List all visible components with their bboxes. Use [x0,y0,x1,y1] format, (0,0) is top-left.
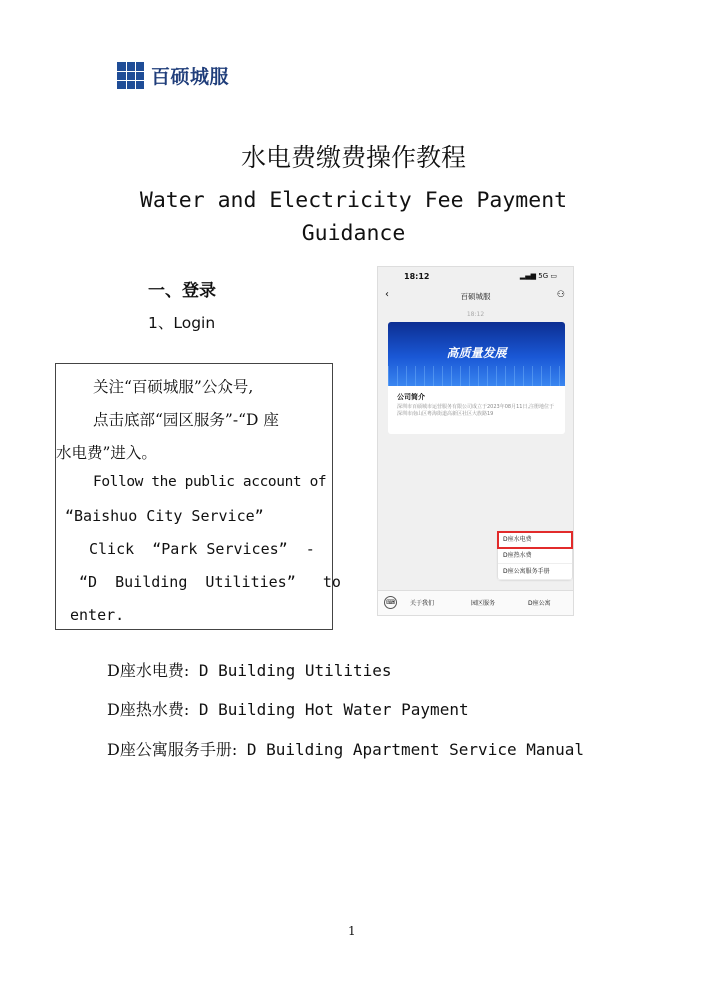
term-line [107,737,584,760]
term-cn: D座公寓服务手册: [107,740,238,759]
phone-status-bar [378,267,573,287]
keyboard-icon: ⌨ [384,596,397,609]
phone-signal: ▂▄▆ 5G ▭ [519,272,557,280]
back-icon: ‹ [385,289,389,300]
term-cn: D座热水费: [107,700,190,719]
step-heading: 1、Login [148,314,216,332]
title-english [0,184,707,250]
title-chinese: 水电费缴费操作教程 [240,143,466,172]
instruction-line: 点击底部“园区服务”-“D 座 [93,411,279,429]
logo-text: 百硕城服 [151,66,230,88]
term-line [107,697,469,720]
user-icon: ⚇ [556,290,565,300]
menu-item-d-building-hot-water: D座热水费 [498,548,572,564]
term-en: D Building Utilities [189,661,392,680]
tab-about-us: 关于我们 [410,600,435,607]
card-title: 公司简介 [397,393,425,401]
card-description: 深圳市百硕城市运营服务有限公司成立于2023年08月11日,注册地位于深圳市南山区粤海街道高新区社区大族路19 [397,404,555,417]
article-card [388,322,565,434]
section-heading: 一、登录 [148,281,216,301]
company-logo [117,62,229,89]
instruction-line: 水电费”进入。 [56,444,157,462]
term-cn: D座水电费: [107,661,190,680]
instruction-line: 关注“百硕城服”公众号, [93,378,254,396]
phone-tab-bar [378,590,573,615]
menu-item-d-building-utilities: D座水电费 [498,532,572,548]
tab-park-services: 园区服务 [471,600,496,607]
message-time: 18:12 [466,311,485,318]
logo-mark-icon [117,62,144,89]
instruction-box [55,363,341,630]
tab-d-building-apartment: D座公寓 [528,600,551,607]
term-en: D Building Hot Water Payment [189,700,469,719]
menu-item-d-building-manual: D座公寓服务手册 [498,564,572,580]
title-english-line-1: Water and Electricity Fee Payment [139,188,568,213]
popup-menu [498,532,572,580]
instruction-line: Click “Park Services” - [89,540,315,558]
phone-nav-bar [378,289,573,305]
term-line [107,658,392,681]
article-banner [388,322,565,386]
page-number: 1 [348,924,356,938]
banner-text: 高质量发展 [446,346,507,360]
instruction-line: “D Building Utilities” to [79,573,341,591]
title-english-line-2: Guidance [301,221,406,246]
term-en: D Building Apartment Service Manual [237,740,585,759]
phone-screenshot [377,266,574,616]
phone-time: 18:12 [404,272,430,281]
account-name: 百硕城服 [460,292,491,301]
instruction-line: enter. [70,606,125,624]
instruction-line: Follow the public account of [93,474,327,490]
instruction-line: “Baishuo City Service” [65,507,264,525]
